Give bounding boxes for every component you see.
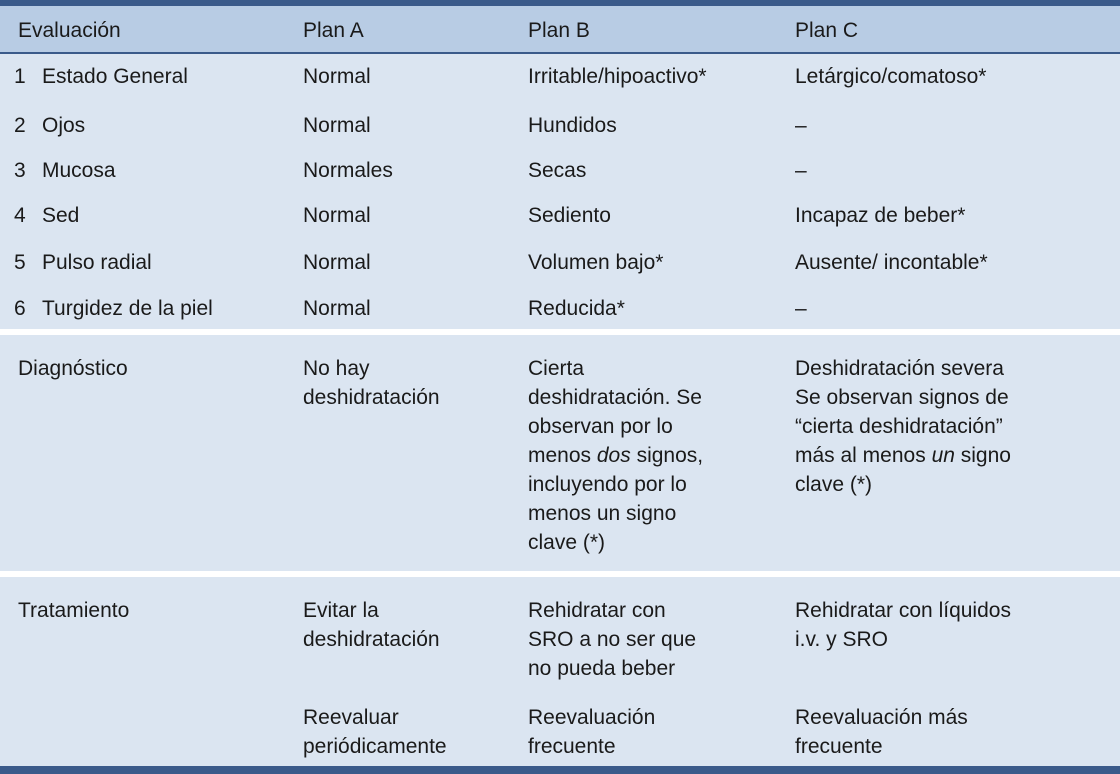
cell-plan-b: Reducida*: [528, 297, 625, 320]
header-plan-a: Plan A: [303, 19, 364, 42]
section-divider: [0, 329, 1120, 335]
diagnostico-plan-c: [795, 354, 1011, 499]
tratamiento-plan-c: [795, 596, 1011, 654]
header-evaluacion: Evaluación: [18, 19, 121, 42]
table-header: [0, 6, 1120, 54]
cell-plan-a: Normal: [303, 204, 371, 227]
diagnostico-plan-a: [303, 354, 440, 412]
row-number: 1: [14, 65, 26, 88]
text: signo: [954, 444, 1011, 467]
header-plan-c: Plan C: [795, 19, 859, 42]
line: i.v. y SRO: [795, 628, 888, 651]
cell-plan-b: Hundidos: [528, 114, 617, 137]
cell-plan-b: Secas: [528, 159, 587, 182]
line: deshidratación. Se: [528, 386, 702, 409]
cell-plan-b: Sediento: [528, 204, 611, 227]
diagnostico-label: Diagnóstico: [18, 357, 128, 380]
row-label-text: Pulso radial: [42, 251, 152, 274]
line: menos un signo: [528, 502, 677, 525]
line: Reevaluación más: [795, 706, 968, 729]
tratamiento-plan-b: [528, 596, 696, 683]
line: No hay: [303, 357, 370, 380]
line: SRO a no ser que: [528, 628, 697, 651]
row-label: [14, 201, 79, 230]
row-label: [14, 294, 213, 323]
line: no pueda beber: [528, 657, 676, 680]
emphasis: un: [931, 444, 955, 467]
cell-plan-a: Normal: [303, 297, 371, 320]
reevaluacion-plan-b: [528, 703, 655, 761]
row-label-text: Sed: [42, 204, 80, 227]
row-label: [14, 156, 116, 185]
cell-plan-a: Normal: [303, 114, 371, 137]
row-number: 6: [14, 297, 26, 320]
line: Se observan signos de: [795, 386, 1009, 409]
cell-plan-c: –: [795, 114, 807, 137]
cell-plan-b: Volumen bajo*: [528, 251, 664, 274]
line: Reevaluar: [303, 706, 399, 729]
row-label-text: Ojos: [42, 114, 86, 137]
line: Rehidratar con: [528, 599, 666, 622]
line: deshidratación: [303, 628, 440, 651]
cell-plan-a: Normal: [303, 251, 371, 274]
line: frecuente: [528, 735, 616, 758]
line: “cierta deshidratación”: [795, 415, 1003, 438]
tratamiento-plan-a: [303, 596, 440, 654]
row-number: 3: [14, 159, 26, 182]
line: periódicamente: [303, 735, 447, 758]
section-divider: [0, 571, 1120, 577]
line: clave (*): [528, 531, 606, 554]
line: Evitar la: [303, 599, 379, 622]
row-label: [14, 111, 85, 140]
line: [528, 441, 703, 470]
row-label-text: Turgidez de la piel: [42, 297, 213, 320]
text: menos: [528, 444, 597, 467]
row-number: 5: [14, 251, 26, 274]
line: Cierta: [528, 357, 585, 380]
line: observan por lo: [528, 415, 673, 438]
line: frecuente: [795, 735, 883, 758]
row-number: 2: [14, 114, 26, 137]
header-plan-b: Plan B: [528, 19, 590, 42]
text: signos,: [630, 444, 704, 467]
row-number: 4: [14, 204, 26, 227]
cell-plan-c: Incapaz de beber*: [795, 204, 966, 227]
cell-plan-a: Normal: [303, 65, 371, 88]
cell-plan-a: Normales: [303, 159, 393, 182]
tratamiento-label: Tratamiento: [18, 599, 130, 622]
row-label: [14, 248, 152, 277]
line: Reevaluación: [528, 706, 656, 729]
row-label-text: Estado General: [42, 65, 188, 88]
cell-plan-c: –: [795, 297, 807, 320]
line: [795, 441, 1011, 470]
reevaluacion-plan-a: [303, 703, 447, 761]
line: Deshidratación severa: [795, 357, 1004, 380]
line: clave (*): [795, 473, 873, 496]
row-label-text: Mucosa: [42, 159, 116, 182]
cell-plan-b: Irritable/hipoactivo*: [528, 65, 707, 88]
cell-plan-c: Ausente/ incontable*: [795, 251, 988, 274]
line: deshidratación: [303, 386, 440, 409]
cell-plan-c: –: [795, 159, 807, 182]
line: Rehidratar con líquidos: [795, 599, 1011, 622]
line: incluyendo por lo: [528, 473, 687, 496]
bottom-rule: [0, 766, 1120, 774]
emphasis: dos: [596, 444, 631, 467]
row-label: [14, 62, 188, 91]
cell-plan-c: Letárgico/comatoso*: [795, 65, 987, 88]
text: más al menos: [795, 444, 932, 467]
reevaluacion-plan-c: [795, 703, 968, 761]
diagnostico-plan-b: [528, 354, 703, 557]
